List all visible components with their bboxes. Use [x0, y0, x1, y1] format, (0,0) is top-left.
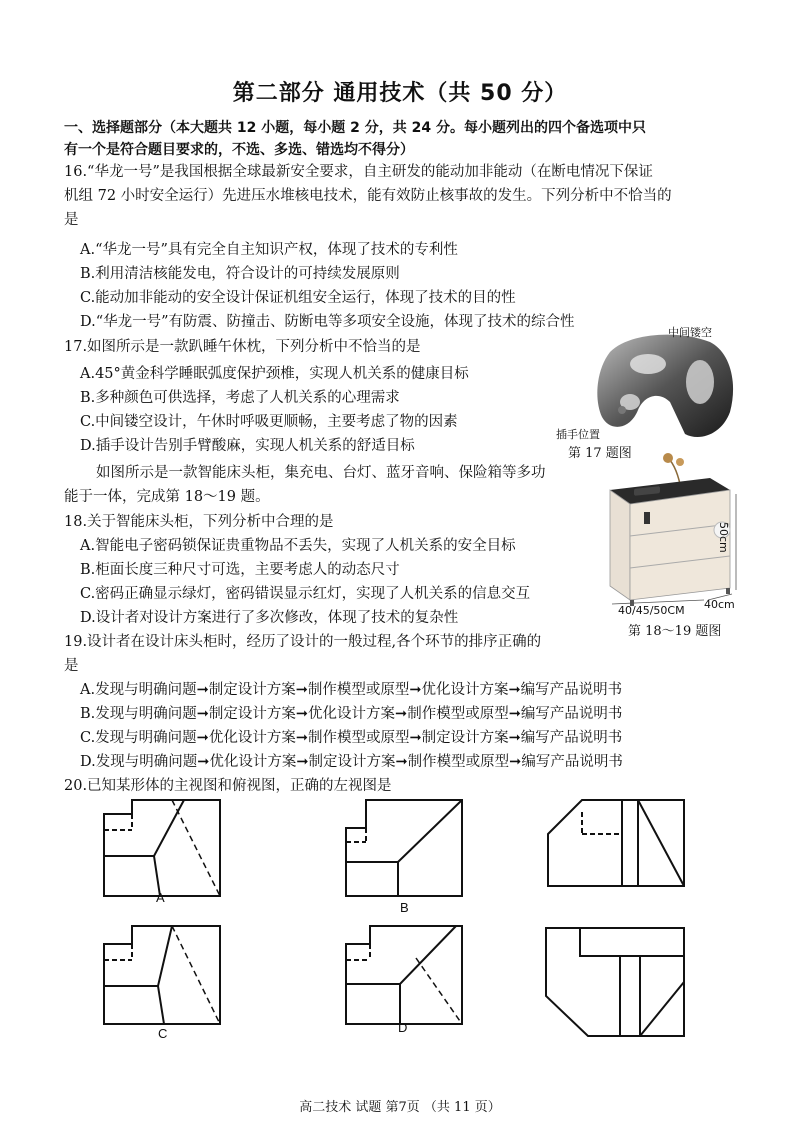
q16-stem-line3: 是	[64, 212, 79, 228]
page-footer: 高二技术 试题 第7页 （共 11 页）	[299, 1100, 501, 1115]
q20-view-b	[344, 798, 464, 898]
q20-label-a: A	[156, 890, 165, 905]
q18-option-d: D.设计者对设计方案进行了多次修改，体现了技术的复杂性	[80, 610, 459, 626]
q19-option-d: D.发现与明确问题➞优化设计方案➞制定设计方案➞制作模型或原型➞编写产品说明书	[80, 754, 623, 770]
q20-stem: 20.已知某形体的主视图和俯视图，正确的左视图是	[64, 778, 392, 794]
q17-option-d: D.插手设计告别手臂酸麻，实现人机关系的舒适目标	[80, 438, 415, 454]
q16-option-c: C.能动加非能动的安全设计保证机组安全运行，体现了技术的目的性	[80, 290, 516, 306]
intro18-line2: 能于一体，完成第 18～19 题。	[64, 489, 270, 505]
section-heading-line2: 有一个是符合题目要求的，不选、多选、错选均不得分）	[64, 142, 414, 158]
section-heading-line1: 一、选择题部分（本大题共 12 小题，每小题 2 分，共 24 分。每小题列出的四个备选项中只	[64, 120, 646, 136]
q19-stem-line2: 是	[64, 658, 79, 674]
q20-label-c: C	[158, 1026, 168, 1041]
q20-view-c	[102, 924, 222, 1028]
q20-label-d: D	[398, 1020, 408, 1035]
q20-view-d	[344, 924, 464, 1026]
dim-height: 50cm	[717, 522, 730, 553]
q20-front-view	[546, 798, 686, 888]
q20-top-view	[544, 926, 686, 1038]
q16-option-d: D.“华龙一号”有防震、防撞击、防断电等多项安全设施，体现了技术的综合性	[80, 314, 575, 330]
q18-option-a: A.智能电子密码锁保证贵重物品不丢失，实现了人机关系的安全目标	[80, 538, 516, 554]
q19-option-a: A.发现与明确问题➞制定设计方案➞制作模型或原型➞优化设计方案➞编写产品说明书	[80, 682, 623, 698]
fig17-caption: 第 17 题图	[568, 446, 632, 461]
q18-option-b: B.柜面长度三种尺寸可选，主要考虑人的动态尺寸	[80, 562, 400, 578]
q18-stem: 18.关于智能床头柜，下列分析中合理的是	[64, 514, 334, 530]
page-title: 第二部分 通用技术（共 50 分）	[232, 81, 568, 106]
pillow-illustration	[590, 322, 740, 460]
dim-depth: 40cm	[704, 598, 735, 611]
fig1819-caption: 第 18～19 题图	[628, 624, 722, 639]
q19-option-c: C.发现与明确问题➞优化设计方案➞制作模型或原型➞制定设计方案➞编写产品说明书	[80, 730, 623, 746]
q19-stem-line1: 19.设计者在设计床头柜时，经历了设计的一般过程,各个环节的排序正确的	[64, 634, 542, 650]
fig17-label-hand: 插手位置	[556, 428, 600, 441]
q16-option-a: A.“华龙一号”具有完全自主知识产权，体现了技术的专利性	[80, 242, 458, 258]
intro18-line1: 如图所示是一款智能床头柜，集充电、台灯、蓝牙音响、保险箱等多功	[96, 465, 546, 481]
q20-label-b: B	[400, 900, 409, 915]
q17-option-a: A.45°黄金科学睡眠弧度保护颈椎，实现人机关系的健康目标	[80, 366, 469, 382]
q17-stem: 17.如图所示是一款趴睡午休枕，下列分析中不恰当的是	[64, 339, 421, 355]
q16-option-b: B.利用清洁核能发电，符合设计的可持续发展原则	[80, 266, 400, 282]
fig17-label-hollow: 中间镂空	[668, 326, 712, 339]
q16-stem-line2: 机组 72 小时安全运行）先进压水堆核电技术，能有效防止核事故的发生。下列分析中不恰当的	[64, 188, 672, 204]
q16-stem-line1: 16.“华龙一号”是我国根据全球最新安全要求，自主研发的能动加非能动（在断电情况下保证	[64, 164, 653, 180]
q17-option-c: C.中间镂空设计，午休时呼吸更顺畅，主要考虑了物的因素	[80, 414, 458, 430]
q19-option-b: B.发现与明确问题➞制定设计方案➞优化设计方案➞制作模型或原型➞编写产品说明书	[80, 706, 623, 722]
q18-option-c: C.密码正确显示绿灯，密码错误显示红灯，实现了人机关系的信息交互	[80, 586, 531, 602]
dim-width: 40/45/50CM	[618, 604, 685, 617]
q17-option-b: B.多种颜色可供选择，考虑了人机关系的心理需求	[80, 390, 400, 406]
q20-view-a	[102, 798, 222, 898]
